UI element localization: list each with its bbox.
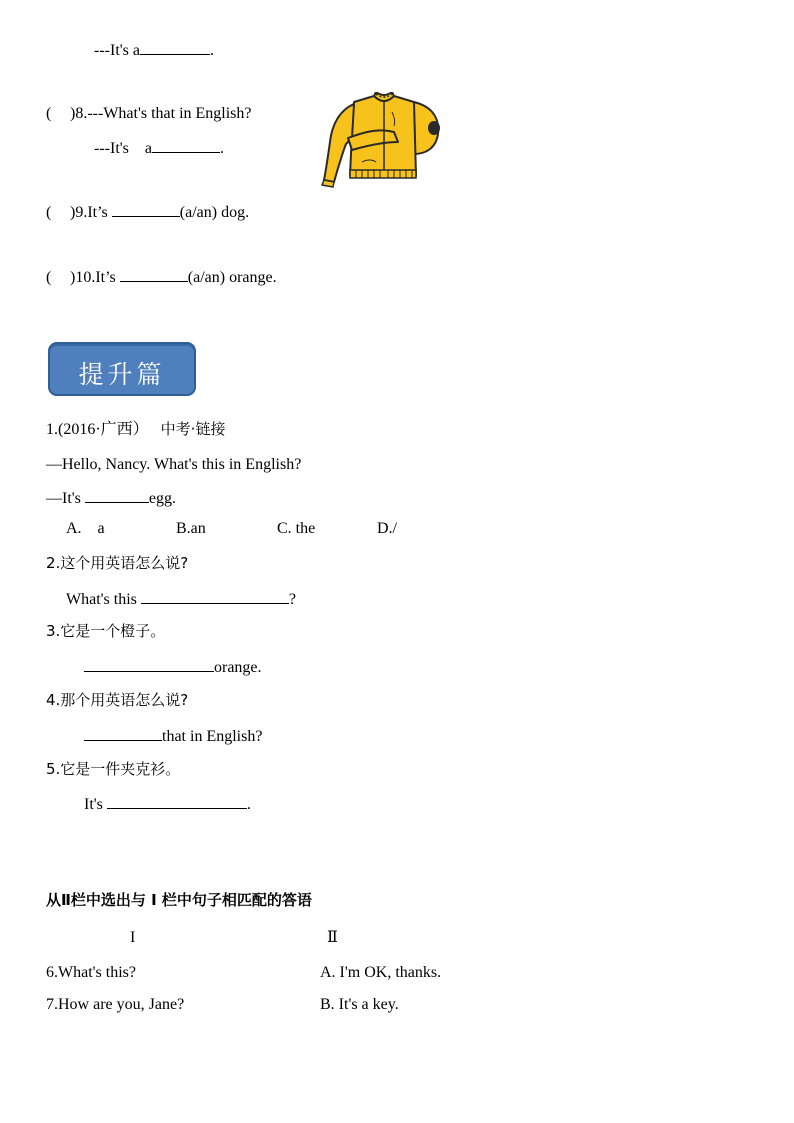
match-row-right[interactable]: B. It's a key. — [320, 996, 399, 1013]
q8-question: ( )8.---What's that in English? — [46, 105, 252, 122]
p1-line1: —Hello, Nancy. What's this in English? — [46, 456, 302, 473]
q8-blank[interactable] — [152, 137, 220, 153]
p2-answer: What's this ? — [66, 588, 296, 610]
q10: ( )10.It’s (a/an) orange. — [46, 266, 277, 288]
p1-tag: 中考·链接 — [160, 420, 226, 438]
p1-option-c[interactable]: C. the — [277, 520, 316, 537]
match-instruction: 从Ⅱ栏中选出与 I 栏中句子相匹配的答语 — [46, 891, 312, 909]
p1-line2: —It's egg. — [46, 487, 176, 509]
p1-option-d[interactable]: D./ — [377, 520, 397, 537]
match-row-right[interactable]: A. I'm OK, thanks. — [320, 964, 442, 981]
q7-blank[interactable] — [140, 39, 210, 55]
section-badge-title: 提升篇 — [78, 360, 166, 389]
p5-prompt: 5.它是一件夹克衫。 — [46, 760, 181, 778]
p2-blank[interactable] — [141, 588, 289, 604]
q8-answer: ---It's a . — [94, 137, 224, 159]
p2-prompt: 2.这个用英语怎么说? — [46, 554, 189, 572]
section-badge — [48, 342, 196, 396]
q7-answer: ---It's a . — [94, 39, 214, 61]
p5-blank[interactable] — [107, 793, 247, 809]
match-row-left: 6.What's this? — [46, 964, 136, 981]
p3-answer: orange. — [84, 656, 262, 678]
p5-answer: It's . — [84, 793, 251, 815]
match-row-left: 7.How are you, Jane? — [46, 996, 185, 1013]
p4-prompt: 4.那个用英语怎么说? — [46, 691, 189, 709]
q10-blank[interactable] — [120, 266, 188, 282]
jacket-icon — [318, 92, 444, 188]
p3-blank[interactable] — [84, 656, 214, 672]
p4-blank[interactable] — [84, 725, 162, 741]
match-col2-header: Ⅱ — [327, 929, 338, 946]
p4-answer: that in English? — [84, 725, 262, 747]
p3-prompt: 3.它是一个橙子。 — [46, 622, 166, 640]
p1-blank[interactable] — [85, 487, 149, 503]
q9-blank[interactable] — [112, 201, 180, 217]
p1-option-a[interactable]: A. a — [66, 520, 105, 537]
q9: ( )9.It’s (a/an) dog. — [46, 201, 249, 223]
match-col1-header: I — [130, 929, 136, 946]
p1-option-b[interactable]: B.an — [176, 520, 206, 537]
p1-heading: 1.(2016·广西） 中考·链接 — [46, 420, 226, 438]
